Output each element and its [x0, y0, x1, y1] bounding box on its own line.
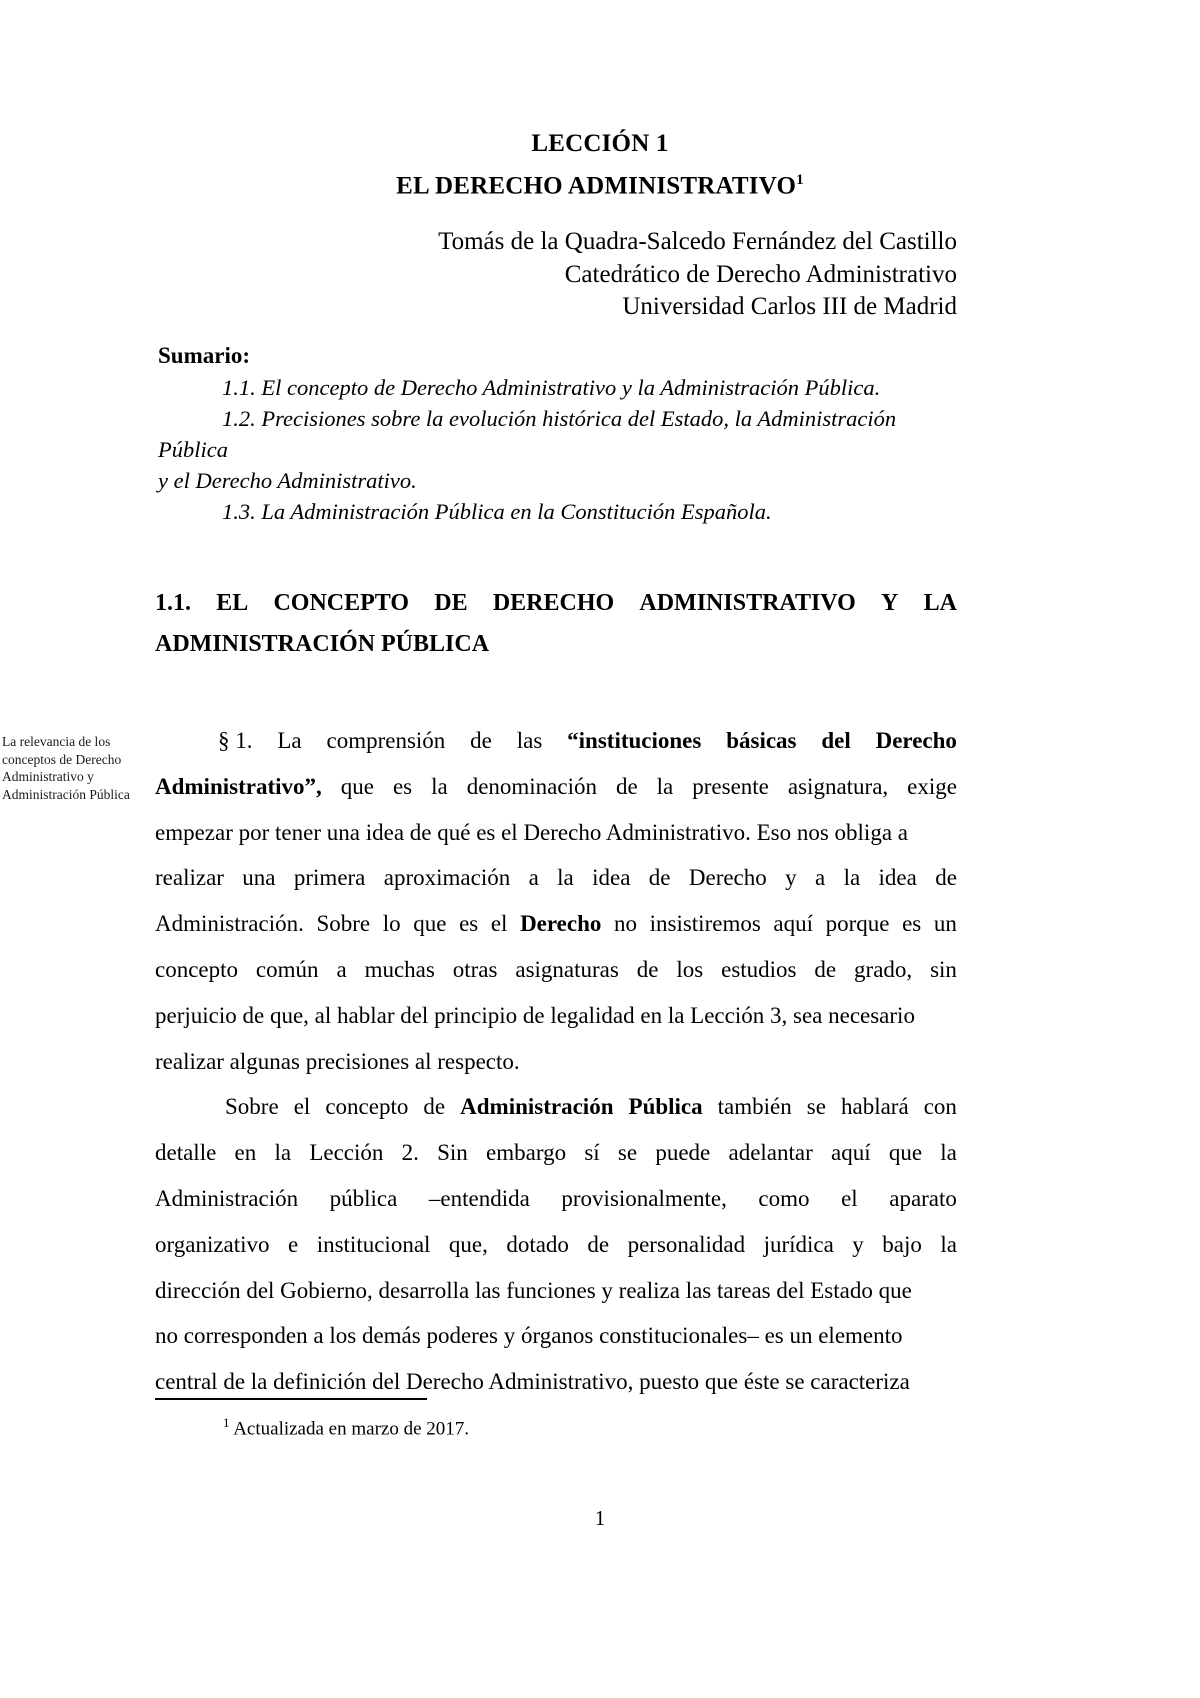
paragraph-line: detalle en la Lección 2. Sin embargo sí se puede adelantar aquí que la: [155, 1140, 957, 1166]
paragraph-line: realizar algunas precisiones al respecto.: [155, 1048, 520, 1074]
paragraph-line: dirección del Gobierno, desarrolla las funciones y realiza las tareas del Estado que: [155, 1277, 912, 1303]
section-heading: [155, 583, 957, 665]
footnote-content: Actualizada en marzo de 2017.: [233, 1418, 470, 1440]
paragraph-line: no corresponden a los demás poderes y órganos constitucionales– es un elemento: [155, 1323, 903, 1349]
paragraph-line: Sobre el concepto de Administración Pública también se hablará con: [225, 1094, 957, 1120]
section-heading-line-1: [155, 583, 957, 624]
paragraph-line: central de la definición del Derecho Administrativo, puesto que éste se caracteriza: [155, 1369, 910, 1395]
summary-item: 1.2. Precisiones sobre la evolución histórica del Estado, la Administración Pública: [158, 406, 897, 462]
summary-heading: Sumario:: [158, 343, 250, 368]
section-heading-word: Y: [881, 590, 899, 616]
section-heading-word: ADMINISTRATIVO: [639, 590, 856, 616]
author-block: [160, 226, 957, 324]
paragraph-line: empezar por tener una idea de qué es el Derecho Administrativo. Eso nos obliga a: [155, 819, 908, 845]
footnote-number: 1: [223, 1415, 230, 1430]
summary-item: 1.3. La Administración Pública en la Constitución Española.: [222, 499, 772, 524]
author-institution: Universidad Carlos III de Madrid: [622, 293, 957, 320]
margin-note: La relevancia de los conceptos de Derecho Administrativo y Administración Pública: [2, 734, 130, 802]
section-heading-word: EL: [216, 590, 249, 616]
section-heading-line-2: ADMINISTRACIÓN PÚBLICA: [155, 631, 490, 657]
document-main-title: [0, 162, 1200, 204]
paragraph-line: concepto común a muchas otras asignaturas de los estudios de grado, sin: [155, 956, 957, 982]
paragraph-line: Administrativo”, que es la denominación de la presente asignatura, exige: [155, 773, 957, 799]
paragraph-2: [155, 1084, 957, 1405]
paragraph-line: Administración. Sobre lo que es el Derecho no insistiremos aquí porque es un: [155, 911, 957, 937]
lesson-number-title: LECCIÓN 1: [531, 130, 669, 157]
section-heading-word: DE: [434, 590, 468, 616]
body-text: [155, 718, 957, 1405]
summary-item-continuation: y el Derecho Administrativo.: [158, 468, 417, 493]
paragraph-line: Administración pública –entendida provisionalmente, como el aparato: [155, 1185, 957, 1211]
summary-list: [158, 372, 957, 527]
section-mark: § 1.: [218, 728, 253, 753]
author-name: Tomás de la Quadra-Salcedo Fernández del Castillo: [438, 228, 957, 255]
title-footnote-marker: 1: [796, 172, 804, 188]
author-position: Catedrático de Derecho Administrativo: [564, 260, 957, 288]
paragraph-line: organizativo e institucional que, dotado de personalidad jurídica y bajo la: [155, 1231, 957, 1257]
footnote: [155, 1410, 855, 1442]
summary-section: [158, 340, 957, 527]
title-block: [0, 126, 1200, 204]
paragraph-line: § 1. La comprensión de las “instituciones básicas del Derecho: [218, 728, 957, 753]
paragraph-1: [155, 718, 957, 1084]
footnote-separator: [155, 1398, 427, 1400]
section-heading-word: CONCEPTO: [273, 590, 410, 616]
paragraph-line: realizar una primera aproximación a la idea de Derecho y a la idea de: [155, 865, 957, 891]
section-heading-word: DERECHO: [492, 590, 615, 616]
footnote-area: [155, 1398, 855, 1442]
section-heading-word: LA: [923, 590, 957, 616]
paragraph-line: perjuicio de que, al hablar del principio de legalidad en la Lección 3, sea necesario: [155, 1002, 915, 1028]
document-main-title-text: EL DERECHO ADMINISTRATIVO: [396, 172, 797, 200]
page-number: 1: [594, 1506, 606, 1530]
summary-item: 1.1. El concepto de Derecho Administrativo y la Administración Pública.: [222, 375, 881, 400]
section-number: 1.1.: [155, 590, 191, 616]
